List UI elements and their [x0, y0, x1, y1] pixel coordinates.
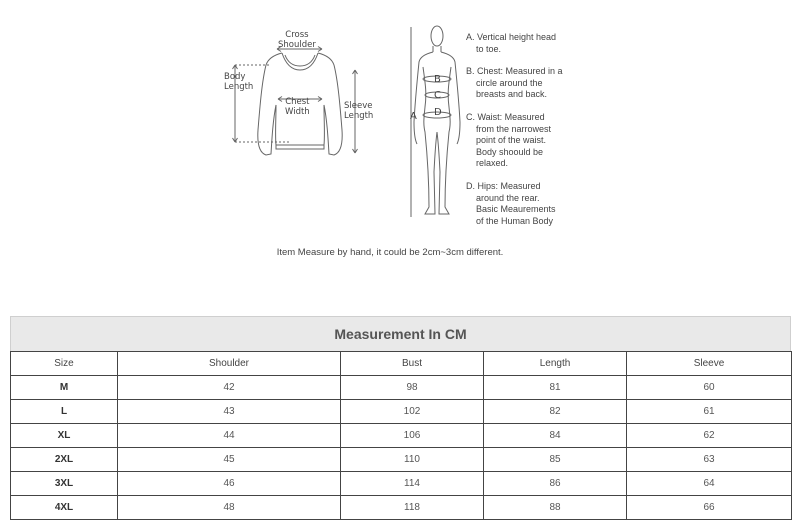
body-label-d: D: [434, 107, 442, 118]
table-row: [11, 448, 792, 472]
header-cell: Bust: [341, 352, 484, 376]
table-cell: 81: [484, 376, 627, 400]
table-cell: 46: [118, 472, 341, 496]
table-cell: 86: [484, 472, 627, 496]
size-cell: 3XL: [11, 472, 118, 496]
table-cell: 98: [341, 376, 484, 400]
table-cell: 106: [341, 424, 484, 448]
table-cell: 64: [627, 472, 792, 496]
table-cell: 63: [627, 448, 792, 472]
table-header-row: [11, 352, 792, 376]
note-b: B. Chest: Measured in a circle around the breasts and back.: [466, 66, 563, 99]
size-cell: M: [11, 376, 118, 400]
size-cell: 4XL: [11, 496, 118, 520]
measure-caption: Item Measure by hand, it could be 2cm~3cm different.: [276, 247, 504, 258]
table-cell: 88: [484, 496, 627, 520]
table-row: [11, 376, 792, 400]
table-cell: 45: [118, 448, 341, 472]
table-row: [11, 472, 792, 496]
cross-shoulder-label: Cross Shoulder: [278, 30, 316, 50]
table-cell: 60: [627, 376, 792, 400]
table-cell: 118: [341, 496, 484, 520]
table-cell: 61: [627, 400, 792, 424]
chest-width-label: Chest Width: [285, 97, 310, 117]
table-cell: 110: [341, 448, 484, 472]
table-row: [11, 496, 792, 520]
table-cell: 44: [118, 424, 341, 448]
size-cell: XL: [11, 424, 118, 448]
table-cell: 66: [627, 496, 792, 520]
body-label-a: A: [410, 111, 417, 122]
sleeve-length-label: Sleeve Length: [344, 101, 374, 121]
table-cell: 84: [484, 424, 627, 448]
note-c: C. Waist: Measured from the narrowest point of the waist. Body shoould be relaxed.: [466, 112, 552, 168]
size-table: [10, 351, 792, 520]
note-d: D. Hips: Measured around the rear. Basic Meaurements of the Human Body: [466, 181, 556, 226]
table-cell: 85: [484, 448, 627, 472]
size-cell: L: [11, 400, 118, 424]
table-cell: 114: [341, 472, 484, 496]
table-title: Measurement In CM: [10, 316, 791, 351]
table-cell: 42: [118, 376, 341, 400]
table-row: [11, 424, 792, 448]
table-cell: 102: [341, 400, 484, 424]
header-cell: Length: [484, 352, 627, 376]
table-row: [11, 400, 792, 424]
body-figure-illustration: [405, 22, 465, 222]
table-cell: 43: [118, 400, 341, 424]
table-cell: 82: [484, 400, 627, 424]
table-cell: 48: [118, 496, 341, 520]
body-label-c: C: [434, 90, 441, 101]
header-cell: Size: [11, 352, 118, 376]
size-table-container: [10, 316, 791, 520]
table-cell: 62: [627, 424, 792, 448]
header-cell: Shoulder: [118, 352, 341, 376]
note-a: A. Vertical height head to toe.: [466, 32, 557, 54]
body-length-label: Body Length: [224, 72, 254, 92]
body-label-b: B: [434, 74, 441, 85]
size-cell: 2XL: [11, 448, 118, 472]
header-cell: Sleeve: [627, 352, 792, 376]
